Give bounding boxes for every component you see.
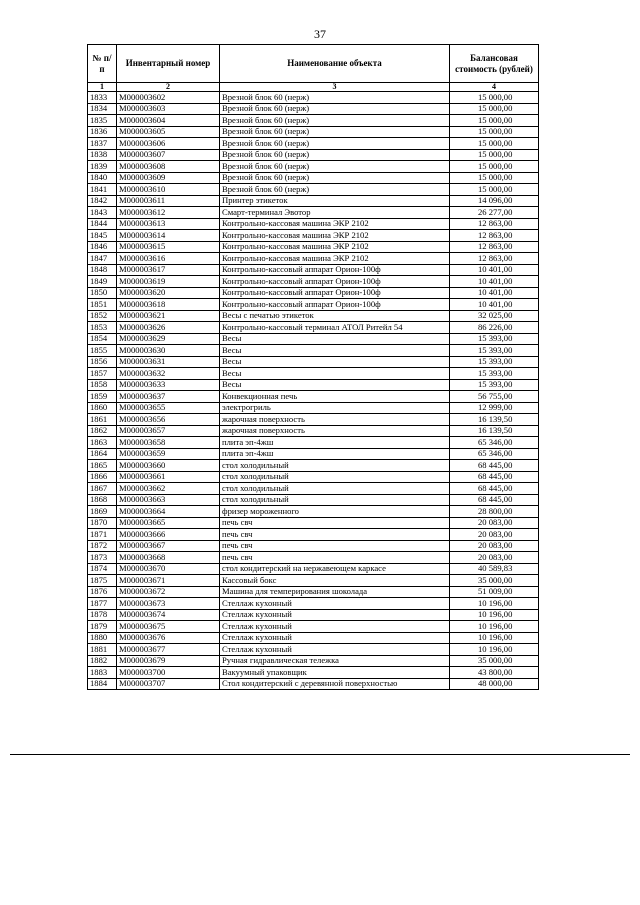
table-row <box>88 322 539 334</box>
inventory-number-cell: M000003671 <box>117 575 220 587</box>
table-row <box>88 276 539 288</box>
row-number-cell: 1853 <box>88 322 117 334</box>
inventory-number-cell: M000003667 <box>117 540 220 552</box>
object-name-cell: Весы <box>220 333 450 345</box>
table-row <box>88 678 539 690</box>
column-number: 2 <box>117 83 220 92</box>
object-name-cell: электрогриль <box>220 402 450 414</box>
row-number-cell: 1852 <box>88 310 117 322</box>
object-name-cell: Стеллаж кухонный <box>220 598 450 610</box>
object-name-cell: Врезной блок 60 (нерж) <box>220 103 450 115</box>
row-number-cell: 1861 <box>88 414 117 426</box>
inventory-number-cell: M000003677 <box>117 644 220 656</box>
book-value-cell: 56 755,00 <box>450 391 539 403</box>
inventory-number-cell: M000003662 <box>117 483 220 495</box>
table-row <box>88 310 539 322</box>
object-name-cell: Врезной блок 60 (нерж) <box>220 172 450 184</box>
object-name-cell: Врезной блок 60 (нерж) <box>220 92 450 104</box>
book-value-cell: 35 000,00 <box>450 655 539 667</box>
table-row <box>88 115 539 127</box>
book-value-cell: 48 000,00 <box>450 678 539 690</box>
inventory-number-cell: M000003617 <box>117 264 220 276</box>
row-number-cell: 1845 <box>88 230 117 242</box>
object-name-cell: Стеллаж кухонный <box>220 609 450 621</box>
header-num: № п/п <box>88 45 117 83</box>
object-name-cell: стол кондитерский на нержавеющем каркасе <box>220 563 450 575</box>
row-number-cell: 1834 <box>88 103 117 115</box>
object-name-cell: Весы <box>220 379 450 391</box>
column-number: 3 <box>220 83 450 92</box>
object-name-cell: Стеллаж кухонный <box>220 644 450 656</box>
object-name-cell: Принтер этикеток <box>220 195 450 207</box>
book-value-cell: 65 346,00 <box>450 437 539 449</box>
book-value-cell: 10 401,00 <box>450 264 539 276</box>
row-number-cell: 1839 <box>88 161 117 173</box>
table-row <box>88 483 539 495</box>
table-row <box>88 540 539 552</box>
object-name-cell: Контрольно-кассовый терминал АТОЛ Ритейл 54 <box>220 322 450 334</box>
row-number-cell: 1843 <box>88 207 117 219</box>
table-row <box>88 356 539 368</box>
inventory-number-cell: M000003614 <box>117 230 220 242</box>
table-row <box>88 241 539 253</box>
object-name-cell: Стол кондитерский с деревянной поверхностью <box>220 678 450 690</box>
object-name-cell: Контрольно-кассовый аппарат Орион-100ф <box>220 264 450 276</box>
book-value-cell: 15 000,00 <box>450 184 539 196</box>
book-value-cell: 15 000,00 <box>450 103 539 115</box>
row-number-cell: 1840 <box>88 172 117 184</box>
row-number-cell: 1869 <box>88 506 117 518</box>
object-name-cell: Ручная гидравлическая тележка <box>220 655 450 667</box>
object-name-cell: Стеллаж кухонный <box>220 621 450 633</box>
table-row <box>88 517 539 529</box>
object-name-cell: жарочная поверхность <box>220 425 450 437</box>
book-value-cell: 10 196,00 <box>450 632 539 644</box>
table-row <box>88 345 539 357</box>
row-number-cell: 1860 <box>88 402 117 414</box>
object-name-cell: плита эп-4жш <box>220 437 450 449</box>
book-value-cell: 15 000,00 <box>450 138 539 150</box>
inventory-number-cell: M000003620 <box>117 287 220 299</box>
book-value-cell: 12 999,00 <box>450 402 539 414</box>
inventory-number-cell: M000003611 <box>117 195 220 207</box>
object-name-cell: стол холодильный <box>220 460 450 472</box>
book-value-cell: 10 196,00 <box>450 644 539 656</box>
table-row <box>88 264 539 276</box>
inventory-number-cell: M000003608 <box>117 161 220 173</box>
row-number-cell: 1844 <box>88 218 117 230</box>
row-number-cell: 1863 <box>88 437 117 449</box>
book-value-cell: 51 009,00 <box>450 586 539 598</box>
inventory-number-cell: M000003707 <box>117 678 220 690</box>
column-numbers-row <box>88 83 539 92</box>
table-row <box>88 506 539 518</box>
row-number-cell: 1865 <box>88 460 117 472</box>
table-row <box>88 575 539 587</box>
book-value-cell: 68 445,00 <box>450 460 539 472</box>
table-row <box>88 425 539 437</box>
inventory-number-cell: M000003615 <box>117 241 220 253</box>
row-number-cell: 1862 <box>88 425 117 437</box>
row-number-cell: 1871 <box>88 529 117 541</box>
inventory-number-cell: M000003602 <box>117 92 220 104</box>
row-number-cell: 1881 <box>88 644 117 656</box>
row-number-cell: 1883 <box>88 667 117 679</box>
table-row <box>88 138 539 150</box>
table-row <box>88 667 539 679</box>
row-number-cell: 1846 <box>88 241 117 253</box>
row-number-cell: 1880 <box>88 632 117 644</box>
table-row <box>88 437 539 449</box>
inventory-number-cell: M000003613 <box>117 218 220 230</box>
book-value-cell: 32 025,00 <box>450 310 539 322</box>
inventory-number-cell: M000003657 <box>117 425 220 437</box>
table-row <box>88 207 539 219</box>
book-value-cell: 10 401,00 <box>450 276 539 288</box>
object-name-cell: печь свч <box>220 540 450 552</box>
row-number-cell: 1866 <box>88 471 117 483</box>
row-number-cell: 1864 <box>88 448 117 460</box>
inventory-number-cell: M000003670 <box>117 563 220 575</box>
inventory-number-cell: M000003656 <box>117 414 220 426</box>
book-value-cell: 14 096,00 <box>450 195 539 207</box>
book-value-cell: 15 393,00 <box>450 356 539 368</box>
row-number-cell: 1878 <box>88 609 117 621</box>
object-name-cell: Врезной блок 60 (нерж) <box>220 126 450 138</box>
table-row <box>88 287 539 299</box>
object-name-cell: стол холодильный <box>220 471 450 483</box>
object-name-cell: Контрольно-кассовая машина ЭКР 2102 <box>220 241 450 253</box>
inventory-number-cell: M000003605 <box>117 126 220 138</box>
row-number-cell: 1850 <box>88 287 117 299</box>
book-value-cell: 68 445,00 <box>450 483 539 495</box>
row-number-cell: 1870 <box>88 517 117 529</box>
table-row <box>88 563 539 575</box>
inventory-number-cell: M000003668 <box>117 552 220 564</box>
inventory-number-cell: M000003630 <box>117 345 220 357</box>
book-value-cell: 15 000,00 <box>450 161 539 173</box>
book-value-cell: 28 800,00 <box>450 506 539 518</box>
row-number-cell: 1868 <box>88 494 117 506</box>
header-book-value: Балансовая стоимость (рублей) <box>450 45 539 83</box>
inventory-number-cell: M000003631 <box>117 356 220 368</box>
object-name-cell: печь свч <box>220 552 450 564</box>
object-name-cell: Контрольно-кассовая машина ЭКР 2102 <box>220 218 450 230</box>
book-value-cell: 15 393,00 <box>450 368 539 380</box>
book-value-cell: 15 393,00 <box>450 379 539 391</box>
object-name-cell: Конвекционная печь <box>220 391 450 403</box>
table-row <box>88 586 539 598</box>
inventory-table <box>87 44 539 690</box>
table-row <box>88 184 539 196</box>
inventory-number-cell: M000003659 <box>117 448 220 460</box>
inventory-number-cell: M000003606 <box>117 138 220 150</box>
inventory-number-cell: M000003612 <box>117 207 220 219</box>
inventory-number-cell: M000003664 <box>117 506 220 518</box>
object-name-cell: плита эп-4жш <box>220 448 450 460</box>
inventory-number-cell: M000003655 <box>117 402 220 414</box>
row-number-cell: 1882 <box>88 655 117 667</box>
book-value-cell: 15 393,00 <box>450 333 539 345</box>
header-inventory-number: Инвентарный номер <box>117 45 220 83</box>
table-row <box>88 391 539 403</box>
object-name-cell: Вакуумный упаковщик <box>220 667 450 679</box>
table-row <box>88 218 539 230</box>
inventory-number-cell: M000003618 <box>117 299 220 311</box>
book-value-cell: 65 346,00 <box>450 448 539 460</box>
column-number: 1 <box>88 83 117 92</box>
row-number-cell: 1841 <box>88 184 117 196</box>
inventory-number-cell: M000003679 <box>117 655 220 667</box>
row-number-cell: 1855 <box>88 345 117 357</box>
book-value-cell: 15 000,00 <box>450 92 539 104</box>
table-row <box>88 448 539 460</box>
table-row <box>88 230 539 242</box>
book-value-cell: 40 589,83 <box>450 563 539 575</box>
table-row <box>88 598 539 610</box>
book-value-cell: 15 000,00 <box>450 172 539 184</box>
object-name-cell: Врезной блок 60 (нерж) <box>220 138 450 150</box>
inventory-number-cell: M000003666 <box>117 529 220 541</box>
book-value-cell: 15 000,00 <box>450 126 539 138</box>
book-value-cell: 15 000,00 <box>450 115 539 127</box>
object-name-cell: Весы с печатью этикеток <box>220 310 450 322</box>
table-row <box>88 333 539 345</box>
inventory-number-cell: M000003676 <box>117 632 220 644</box>
inventory-number-cell: M000003629 <box>117 333 220 345</box>
object-name-cell: Контрольно-кассовый аппарат Орион-100ф <box>220 299 450 311</box>
book-value-cell: 15 000,00 <box>450 149 539 161</box>
inventory-number-cell: M000003609 <box>117 172 220 184</box>
row-number-cell: 1851 <box>88 299 117 311</box>
book-value-cell: 12 863,00 <box>450 241 539 253</box>
book-value-cell: 12 863,00 <box>450 253 539 265</box>
bottom-divider <box>10 754 630 755</box>
inventory-number-cell: M000003658 <box>117 437 220 449</box>
object-name-cell: стол холодильный <box>220 483 450 495</box>
table-row <box>88 92 539 104</box>
table-row <box>88 195 539 207</box>
table-row <box>88 149 539 161</box>
inventory-number-cell: M000003603 <box>117 103 220 115</box>
book-value-cell: 10 196,00 <box>450 598 539 610</box>
inventory-number-cell: M000003607 <box>117 149 220 161</box>
inventory-number-cell: M000003673 <box>117 598 220 610</box>
page-number: 37 <box>314 27 326 41</box>
row-number-cell: 1872 <box>88 540 117 552</box>
inventory-number-cell: M000003632 <box>117 368 220 380</box>
row-number-cell: 1835 <box>88 115 117 127</box>
object-name-cell: Контрольно-кассовый аппарат Орион-100ф <box>220 276 450 288</box>
inventory-number-cell: M000003604 <box>117 115 220 127</box>
row-number-cell: 1867 <box>88 483 117 495</box>
object-name-cell: Контрольно-кассовый аппарат Орион-100ф <box>220 287 450 299</box>
row-number-cell: 1875 <box>88 575 117 587</box>
book-value-cell: 10 196,00 <box>450 609 539 621</box>
table-row <box>88 460 539 472</box>
row-number-cell: 1873 <box>88 552 117 564</box>
object-name-cell: Смарт-терминал Эвотор <box>220 207 450 219</box>
inventory-number-cell: M000003661 <box>117 471 220 483</box>
header-object-name: Наименование объекта <box>220 45 450 83</box>
book-value-cell: 26 277,00 <box>450 207 539 219</box>
book-value-cell: 20 083,00 <box>450 517 539 529</box>
object-name-cell: Врезной блок 60 (нерж) <box>220 184 450 196</box>
table-row <box>88 161 539 173</box>
object-name-cell: Контрольно-кассовая машина ЭКР 2102 <box>220 253 450 265</box>
table-row <box>88 609 539 621</box>
row-number-cell: 1838 <box>88 149 117 161</box>
row-number-cell: 1874 <box>88 563 117 575</box>
object-name-cell: печь свч <box>220 517 450 529</box>
table-row <box>88 471 539 483</box>
book-value-cell: 20 083,00 <box>450 552 539 564</box>
inventory-number-cell: M000003610 <box>117 184 220 196</box>
object-name-cell: фризер мороженного <box>220 506 450 518</box>
inventory-number-cell: M000003700 <box>117 667 220 679</box>
book-value-cell: 68 445,00 <box>450 494 539 506</box>
row-number-cell: 1876 <box>88 586 117 598</box>
inventory-number-cell: M000003621 <box>117 310 220 322</box>
object-name-cell: Врезной блок 60 (нерж) <box>220 161 450 173</box>
object-name-cell: печь свч <box>220 529 450 541</box>
row-number-cell: 1857 <box>88 368 117 380</box>
book-value-cell: 12 863,00 <box>450 218 539 230</box>
object-name-cell: Весы <box>220 356 450 368</box>
inventory-number-cell: M000003672 <box>117 586 220 598</box>
table-row <box>88 529 539 541</box>
row-number-cell: 1856 <box>88 356 117 368</box>
object-name-cell: Врезной блок 60 (нерж) <box>220 115 450 127</box>
inventory-number-cell: M000003633 <box>117 379 220 391</box>
book-value-cell: 10 196,00 <box>450 621 539 633</box>
book-value-cell: 20 083,00 <box>450 540 539 552</box>
row-number-cell: 1854 <box>88 333 117 345</box>
table-row <box>88 172 539 184</box>
object-name-cell: Весы <box>220 345 450 357</box>
object-name-cell: Машина для темперирования шоколада <box>220 586 450 598</box>
object-name-cell: Кассовый бокс <box>220 575 450 587</box>
inventory-number-cell: M000003674 <box>117 609 220 621</box>
row-number-cell: 1847 <box>88 253 117 265</box>
inventory-number-cell: M000003660 <box>117 460 220 472</box>
inventory-number-cell: M000003637 <box>117 391 220 403</box>
row-number-cell: 1837 <box>88 138 117 150</box>
inventory-number-cell: M000003626 <box>117 322 220 334</box>
table-row <box>88 552 539 564</box>
object-name-cell: Стеллаж кухонный <box>220 632 450 644</box>
table-row <box>88 644 539 656</box>
inventory-number-cell: M000003675 <box>117 621 220 633</box>
row-number-cell: 1877 <box>88 598 117 610</box>
row-number-cell: 1833 <box>88 92 117 104</box>
row-number-cell: 1879 <box>88 621 117 633</box>
book-value-cell: 43 800,00 <box>450 667 539 679</box>
object-name-cell: стол холодильный <box>220 494 450 506</box>
table-row <box>88 655 539 667</box>
book-value-cell: 20 083,00 <box>450 529 539 541</box>
column-number: 4 <box>450 83 539 92</box>
table-row <box>88 402 539 414</box>
object-name-cell: Весы <box>220 368 450 380</box>
table-row <box>88 103 539 115</box>
book-value-cell: 68 445,00 <box>450 471 539 483</box>
table-row <box>88 126 539 138</box>
book-value-cell: 12 863,00 <box>450 230 539 242</box>
book-value-cell: 15 393,00 <box>450 345 539 357</box>
inventory-number-cell: M000003663 <box>117 494 220 506</box>
object-name-cell: жарочная поверхность <box>220 414 450 426</box>
row-number-cell: 1859 <box>88 391 117 403</box>
table-row <box>88 379 539 391</box>
table-row <box>88 621 539 633</box>
book-value-cell: 16 139,50 <box>450 414 539 426</box>
inventory-number-cell: M000003665 <box>117 517 220 529</box>
table-row <box>88 253 539 265</box>
book-value-cell: 86 226,00 <box>450 322 539 334</box>
table-row <box>88 299 539 311</box>
row-number-cell: 1836 <box>88 126 117 138</box>
book-value-cell: 10 401,00 <box>450 287 539 299</box>
row-number-cell: 1842 <box>88 195 117 207</box>
row-number-cell: 1884 <box>88 678 117 690</box>
table-row <box>88 414 539 426</box>
table-row <box>88 632 539 644</box>
book-value-cell: 10 401,00 <box>450 299 539 311</box>
object-name-cell: Контрольно-кассовая машина ЭКР 2102 <box>220 230 450 242</box>
book-value-cell: 35 000,00 <box>450 575 539 587</box>
row-number-cell: 1858 <box>88 379 117 391</box>
inventory-number-cell: M000003619 <box>117 276 220 288</box>
row-number-cell: 1848 <box>88 264 117 276</box>
inventory-number-cell: M000003616 <box>117 253 220 265</box>
book-value-cell: 16 139,50 <box>450 425 539 437</box>
table-row <box>88 368 539 380</box>
row-number-cell: 1849 <box>88 276 117 288</box>
table-row <box>88 494 539 506</box>
table-header-row <box>88 45 539 83</box>
object-name-cell: Врезной блок 60 (нерж) <box>220 149 450 161</box>
